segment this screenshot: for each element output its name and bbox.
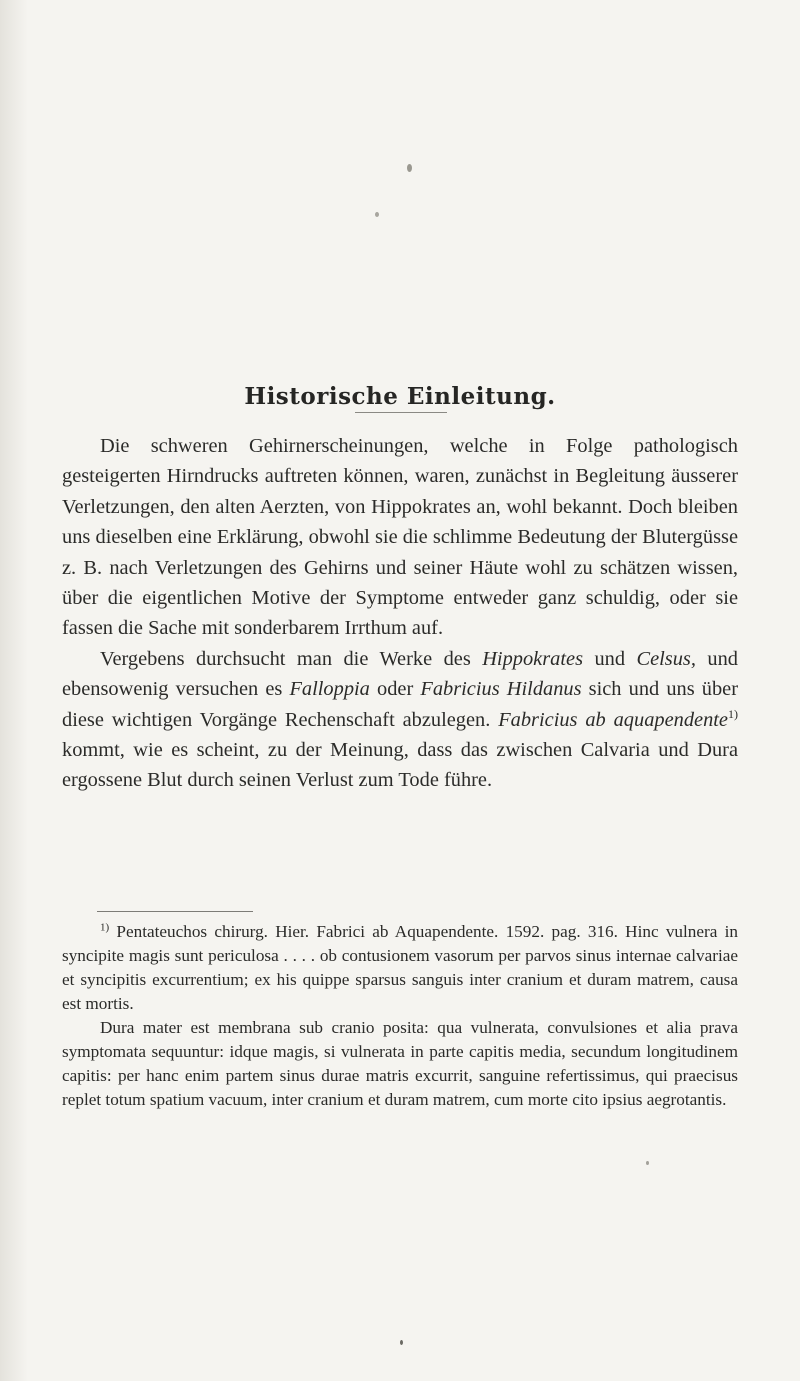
footnote-reference[interactable]: 1) xyxy=(727,706,738,721)
main-text xyxy=(62,431,738,796)
paragraph-2-text: kommt, wie es scheint, zu der Meinung, dass das zwischen Calvaria und Dura ergossene Blut durch seinen Verlust zum Tode führe. xyxy=(62,739,738,792)
author-name: Celsus, xyxy=(636,647,696,670)
footnote-paragraph-2 xyxy=(62,1016,738,1112)
paragraph-2-text: Vergebens durchsucht man die Werke des xyxy=(100,647,483,670)
paragraph-1 xyxy=(62,431,738,644)
paragraph-2-text: und xyxy=(583,647,637,670)
paragraph-1-text: Die schweren Gehirnerscheinungen, welche in Folge pathologisch gesteigerten Hirndrucks auftreten können, waren, zunächst in Begleitung äusserer Verletzungen, den alten Aerzten, von Hippokrates an, wohl bekannt. Doch bleiben uns dieselben eine Erklärung, obwohl sie die schlimme Bedeutung der Blutergüsse z. B. nach Verletzungen des Gehirns und seiner Häute wohl zu schätzen wissen, über die eigentlichen Motive der Symptome entweder ganz schuldig, oder sie fassen die Sache mit sonderbarem Irrthum auf. xyxy=(62,435,738,640)
author-name: Falloppia xyxy=(289,678,370,701)
footnote-text: Pentateuchos chirurg. Hier. Fabrici ab Aquapendente. 1592. pag. 316. Hinc vulnera in syncipite magis sunt periculosa . . . . ob contusionem vasorum per parvos sinus internae calvariae et syncipitis excurrentium; ex his quippe sparsus sanguis inter cranium et duram matrem, causa est mortis. xyxy=(62,922,738,1013)
page-title: Historische Einleitung. xyxy=(244,383,556,411)
ink-speck xyxy=(375,212,379,217)
ink-speck xyxy=(400,1340,403,1345)
ink-speck xyxy=(407,164,412,172)
footnote-divider xyxy=(97,911,253,912)
ink-speck xyxy=(646,1161,649,1165)
paragraph-2-text: und ebensowenig versuchen es xyxy=(62,647,738,701)
paragraph-2-text: sich und uns über diese wichtigen Vorgänge Rechenschaft abzulegen. xyxy=(62,678,738,731)
footnote xyxy=(62,920,738,1112)
paragraph-2-text: oder xyxy=(369,678,421,701)
footnote-paragraph-1 xyxy=(62,920,738,1016)
author-name: Fabricius Hildanus xyxy=(420,678,582,701)
author-name: Hippokrates xyxy=(482,647,584,670)
footnote-text: Dura mater est membrana sub cranio posita: qua vulnerata, convulsiones et alia prava symptomata sequuntur: idque magis, si vulnerata in parte capitis media, secundum longitudinem capitis: per hanc enim partem sinus durae matris excurrit, sanguine refertissimus, qui praecisus replet totum spatium vacuum, inter cranium et duram matrem, cum morte cito ipsius aegrotantis. xyxy=(62,1018,738,1109)
footnote-marker: 1) xyxy=(100,921,110,934)
title-underline xyxy=(355,412,447,413)
author-name: Fabricius ab aquapendente xyxy=(498,708,728,731)
paragraph-2 xyxy=(62,644,738,796)
page-edge-shadow xyxy=(0,0,28,1381)
